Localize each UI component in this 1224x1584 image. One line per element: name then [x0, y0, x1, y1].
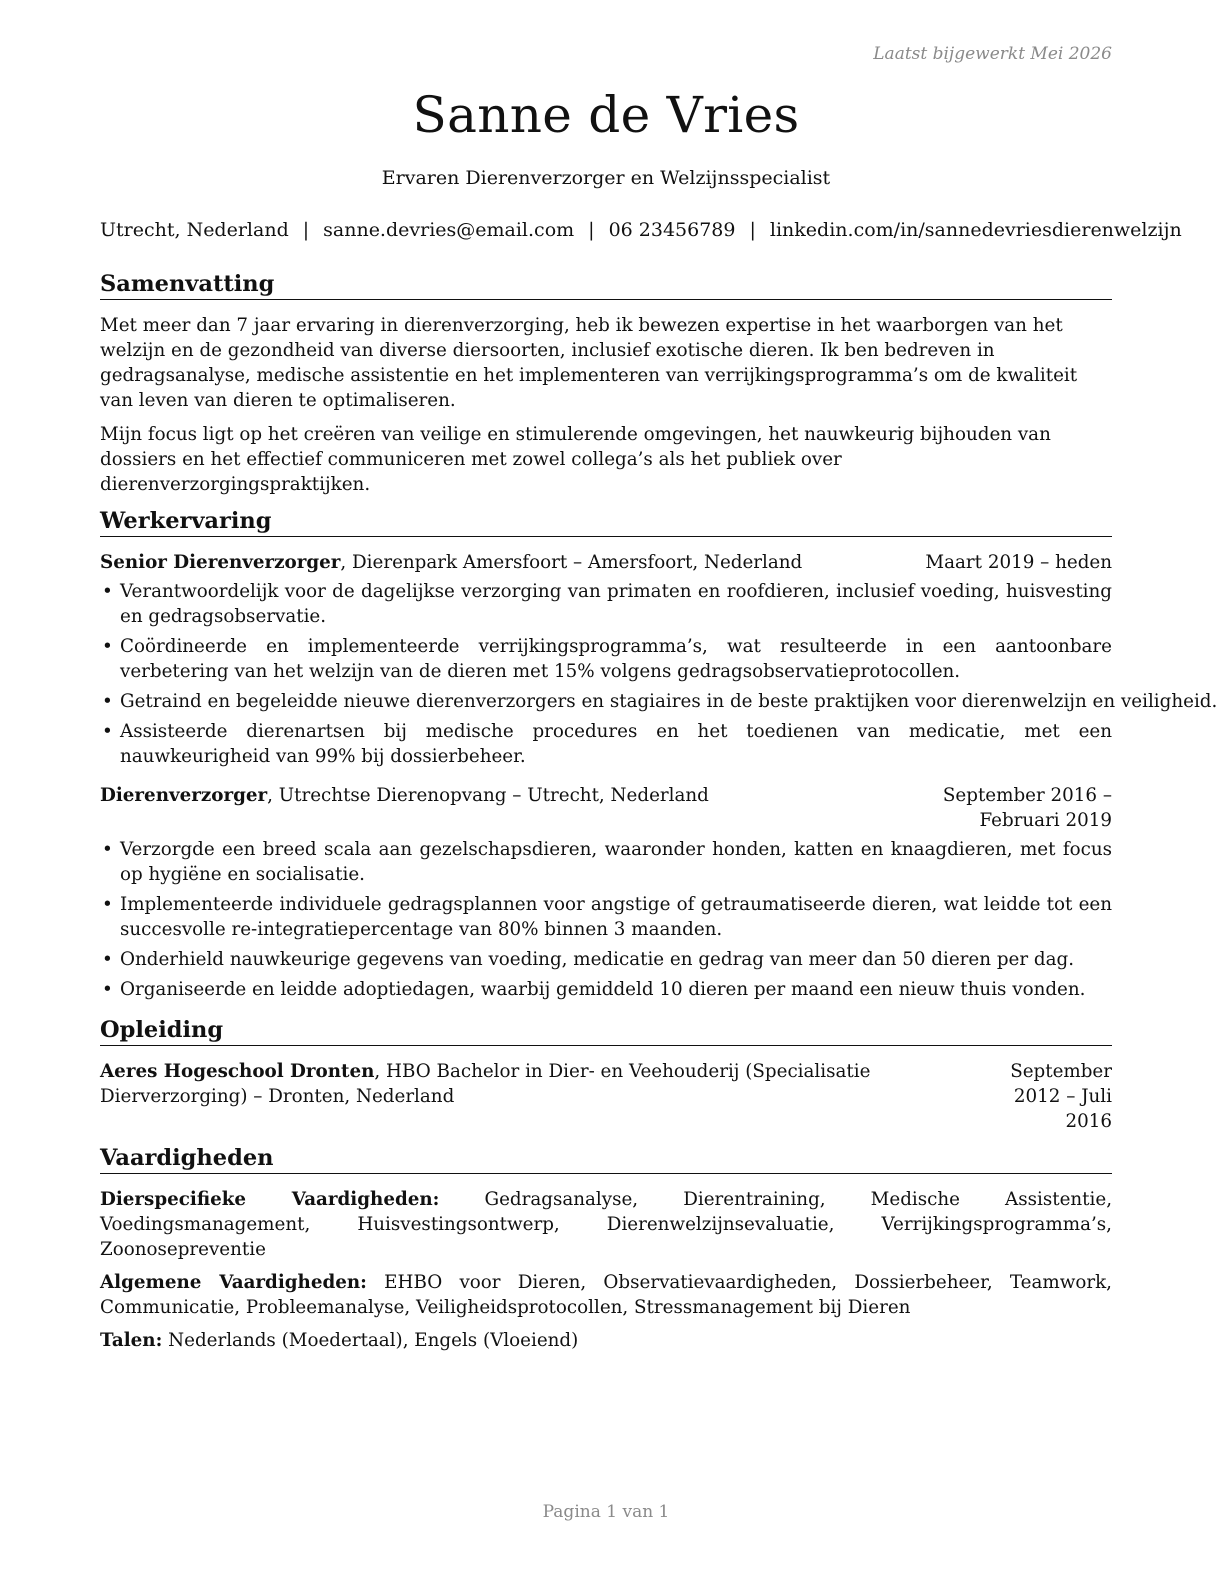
contact-separator: |: [588, 219, 595, 241]
contact-location: Utrecht, Nederland: [100, 219, 289, 241]
contact-phone: 06 23456789: [608, 219, 736, 241]
contact-line: [100, 219, 1182, 241]
skills-heading: Vaardigheden: [100, 1144, 1112, 1174]
bullet-icon: •: [102, 691, 113, 712]
candidate-name: Sanne de Vries: [412, 86, 800, 144]
skill-label: Algemene Vaardigheden:: [100, 1272, 367, 1293]
bullet-icon: •: [102, 721, 113, 742]
skills-section: [100, 1144, 1112, 1353]
skill-value: EHBO voor Dieren, Observatievaardigheden, Dossierbeheer, Teamwork, Communicatie, Probleemanalyse, Veiligheidsprotocollen, Stressmanagement bij Dieren: [100, 1272, 1112, 1318]
job-header: [100, 783, 1112, 833]
bullet-icon: •: [102, 894, 113, 915]
list-item: [100, 977, 1112, 1002]
list-item: [100, 837, 1112, 887]
bullet-text: Verantwoordelijk voor de dagelijkse verzorging van primaten en roofdieren, inclusief voeding, huisvesting en gedragsobservatie.: [120, 581, 1112, 627]
last-updated: Laatst bijgewerkt Mei 2026: [873, 44, 1112, 64]
resume-content: [100, 270, 1218, 1363]
skill-row: [100, 1270, 1112, 1320]
bullet-text: Getraind en begeleidde nieuwe dierenverzorgers en stagiaires in de beste praktijken voor dierenwelzijn en veiligheid.: [120, 691, 1218, 712]
list-item: [100, 947, 1112, 972]
education-section: [100, 1016, 1112, 1134]
summary-paragraph: Mijn focus ligt op het creëren van veilige en stimulerende omgevingen, het nauwkeurig bijhouden van dossiers en het effectief communiceren met zowel collega’s als het publiek over dierenverzorgingspraktijken.: [100, 424, 1051, 495]
skill-value: Nederlands (Moedertaal), Engels (Vloeiend): [162, 1330, 579, 1351]
summary-section: [100, 270, 1112, 497]
list-item: [100, 892, 1112, 942]
job-dates: September 2016 – Februari 2019: [942, 785, 1112, 831]
education-dates: September 2012 – Juli 2016: [1010, 1061, 1112, 1132]
bullet-text: Coördineerde en implementeerde verrijkingsprogramma’s, wat resulteerde in een aantoonbare verbetering van het welzijn van de dieren met 15% volgens gedragsobservatieprotocollen.: [120, 636, 1112, 682]
experience-section: [100, 507, 1218, 1002]
list-item: [100, 579, 1112, 629]
job-organization: , Utrechtse Dierenopvang – Utrecht, Nederland: [267, 785, 709, 806]
skill-label: Dierspecifieke Vaardigheden:: [100, 1189, 440, 1210]
experience-heading: Werkervaring: [100, 507, 1112, 537]
bullet-icon: •: [102, 581, 113, 602]
education-entry: [100, 1059, 1112, 1134]
job-title: Dierenverzorger: [100, 785, 268, 806]
skill-row: [100, 1328, 1112, 1353]
bullet-icon: •: [102, 839, 113, 860]
job-bullets: [100, 837, 1112, 1002]
skill-row: [100, 1187, 1112, 1262]
contact-email[interactable]: sanne.devries@email.com: [323, 219, 575, 241]
summary-heading: Samenvatting: [100, 270, 1112, 300]
list-item: [100, 719, 1112, 769]
job-header: [100, 550, 1112, 575]
bullet-text: Assisteerde dierenartsen bij medische procedures en het toedienen van medicatie, met een nauwkeurigheid van 99% bij dossierbeheer.: [120, 721, 1112, 767]
education-school: Aeres Hogeschool Dronten: [100, 1061, 375, 1082]
job-bullets: [100, 579, 1218, 769]
job-title: Senior Dierenverzorger: [100, 552, 341, 573]
list-item: [100, 689, 1218, 714]
contact-separator: |: [302, 219, 310, 241]
bullet-icon: •: [102, 979, 113, 1000]
candidate-title: Ervaren Dierenverzorger en Welzijnsspecialist: [381, 167, 831, 189]
skill-label: Talen:: [100, 1330, 163, 1351]
bullet-text: Organiseerde en leidde adoptiedagen, waarbij gemiddeld 10 dieren per maand een nieuw thuis vonden.: [120, 979, 1086, 1000]
education-details: , HBO Bachelor in Dier- en Veehouderij (Specialisatie Dierverzorging) – Dronten, Nederland: [100, 1061, 871, 1107]
education-heading: Opleiding: [100, 1016, 1112, 1046]
job-organization: , Dierenpark Amersfoort – Amersfoort, Nederland: [340, 552, 803, 573]
job-dates: Maart 2019 – heden: [925, 552, 1112, 573]
summary-paragraph: Met meer dan 7 jaar ervaring in dierenverzorging, heb ik bewezen expertise in het waarborgen van het welzijn en de gezondheid van diverse diersoorten, inclusief exotische dieren. Ik ben bedreven in gedragsanalyse, medische assistentie en het implementeren van verrijkingsprogramma’s om de kwaliteit van leven van dieren te optimaliseren.: [100, 315, 1078, 411]
bullet-text: Verzorgde een breed scala aan gezelschapsdieren, waaronder honden, katten en knaagdieren, met focus op hygiëne en socialisatie.: [120, 839, 1112, 885]
contact-linkedin[interactable]: linkedin.com/in/sannedevriesdierenwelzijn: [769, 219, 1182, 241]
bullet-icon: •: [102, 949, 113, 970]
skill-value: Gedragsanalyse, Dierentraining, Medische Assistentie, Voedingsmanagement, Huisvestingsontwerp, Dierenwelzijnsevaluatie, Verrijkingsprogramma’s, Zoonosepreventie: [100, 1189, 1113, 1260]
bullet-icon: •: [102, 636, 113, 657]
bullet-text: Onderhield nauwkeurige gegevens van voeding, medicatie en gedrag van meer dan 50 dieren per dag.: [120, 949, 1075, 970]
contact-separator: |: [749, 219, 756, 241]
list-item: [100, 634, 1112, 684]
resume-page: [100, 0, 1218, 1584]
bullet-text: Implementeerde individuele gedragsplannen voor angstige of getraumatiseerde dieren, wat leidde tot een succesvolle re-integratiepercentage van 80% binnen 3 maanden.: [120, 894, 1112, 940]
page-number: Pagina 1 van 1: [542, 1502, 670, 1522]
